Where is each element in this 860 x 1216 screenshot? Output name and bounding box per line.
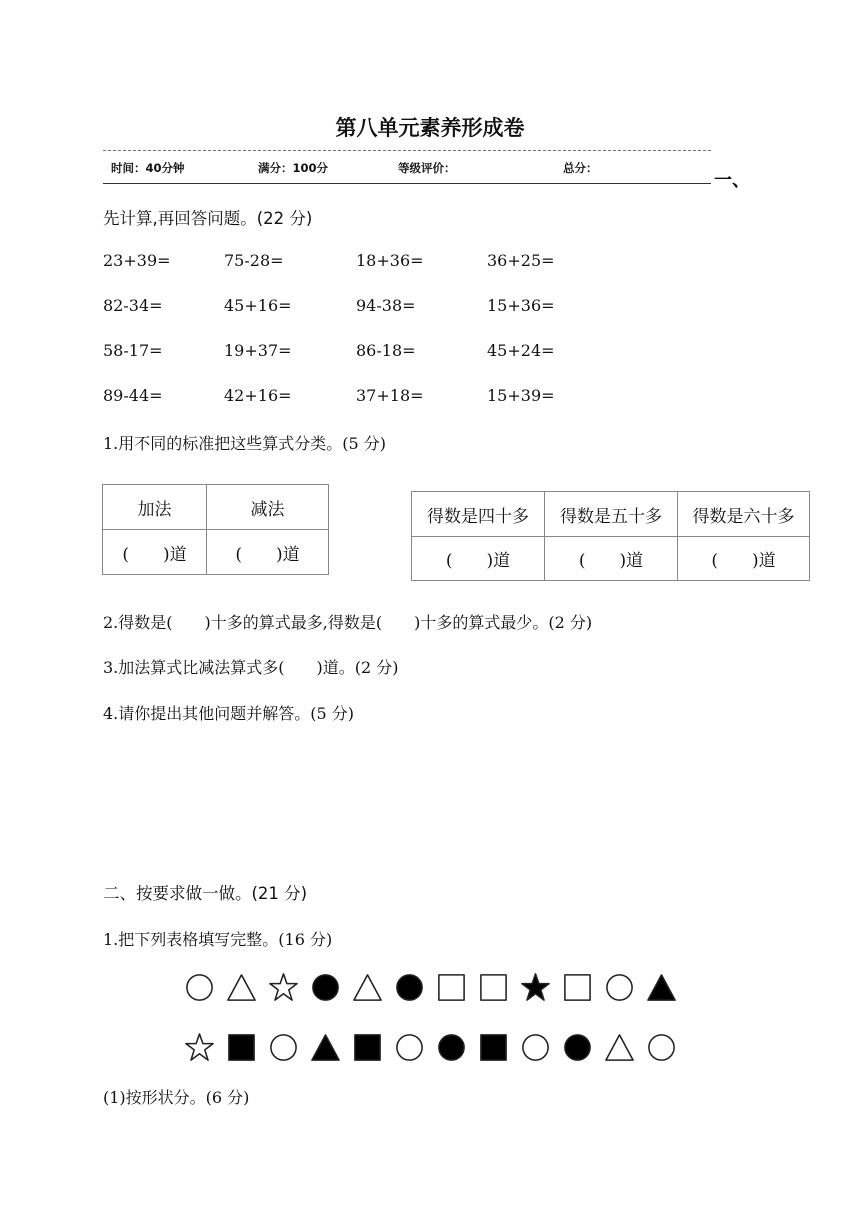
circle-filled-icon [562,1032,593,1063]
circle-filled-icon [436,1032,467,1063]
total-label: 总分： [563,161,598,175]
square-filled-icon [352,1032,383,1063]
equation: 45+16= [224,296,292,315]
shape-row-2 [184,1032,688,1063]
header-divider [103,183,711,184]
equation: 75-28= [224,251,284,270]
equation: 42+16= [224,386,292,405]
triangle-outline-icon [604,1032,635,1063]
shape-row-1 [184,972,688,1003]
equation: 89-44= [103,386,163,405]
section2-heading: 二、按要求做一做。(21 分) [103,884,308,903]
square-filled-icon [478,1032,509,1063]
circle-outline-icon [646,1032,677,1063]
square-outline-icon [478,972,509,1003]
star-outline-icon [268,972,299,1003]
star-outline-icon [184,1032,215,1063]
equation: 15+36= [487,296,555,315]
result-range-table [411,491,810,581]
circle-outline-icon [604,972,635,1003]
table-cell-subtraction: ( )道 [207,530,329,575]
equation: 94-38= [356,296,416,315]
circle-filled-icon [394,972,425,1003]
equation: 18+36= [356,251,424,270]
table-header-forties: 得数是四十多 [412,492,545,537]
equation: 86-18= [356,341,416,360]
circle-outline-icon [268,1032,299,1063]
equation: 58-17= [103,341,163,360]
section2-question-1: 1.把下列表格填写完整。(16 分) [103,930,333,949]
question-2: 2.得数是( )十多的算式最多,得数是( )十多的算式最少。(2 分) [103,613,593,632]
section1-heading: 先计算,再回答问题。(22 分) [103,209,313,228]
circle-filled-icon [310,972,341,1003]
equation: 36+25= [487,251,555,270]
table-header-subtraction: 减法 [207,485,329,530]
star-filled-icon [520,972,551,1003]
table-cell-forties: ( )道 [412,537,545,581]
section2-sub-question-1: (1)按形状分。(6 分) [103,1088,250,1107]
add-sub-table [102,484,329,575]
equation: 45+24= [487,341,555,360]
equation: 82-34= [103,296,163,315]
table-cell-sixties: ( )道 [678,537,810,581]
triangle-filled-icon [646,972,677,1003]
circle-outline-icon [520,1032,551,1063]
grade-label: 等级评价： [398,161,456,175]
equation: 23+39= [103,251,171,270]
section1-number: 一、 [714,170,750,191]
table-cell-addition: ( )道 [103,530,207,575]
table-header-addition: 加法 [103,485,207,530]
question-3: 3.加法算式比减法算式多( )道。(2 分) [103,658,399,677]
equation: 15+39= [487,386,555,405]
square-outline-icon [436,972,467,1003]
table-header-sixties: 得数是六十多 [678,492,810,537]
triangle-outline-icon [352,972,383,1003]
square-filled-icon [226,1032,257,1063]
page-title: 第八单元素养形成卷 [335,116,525,140]
square-outline-icon [562,972,593,1003]
time-label: 时间：40分钟 [111,161,185,175]
table-header-fifties: 得数是五十多 [545,492,678,537]
equation: 37+18= [356,386,424,405]
triangle-filled-icon [310,1032,341,1063]
triangle-outline-icon [226,972,257,1003]
circle-outline-icon [394,1032,425,1063]
circle-outline-icon [184,972,215,1003]
table-cell-fifties: ( )道 [545,537,678,581]
question-4: 4.请你提出其他问题并解答。(5 分) [103,704,355,723]
header-dashed-divider [103,150,711,151]
full-score-label: 满分：100分 [258,161,329,175]
question-1: 1.用不同的标准把这些算式分类。(5 分) [103,434,387,453]
equation: 19+37= [224,341,292,360]
